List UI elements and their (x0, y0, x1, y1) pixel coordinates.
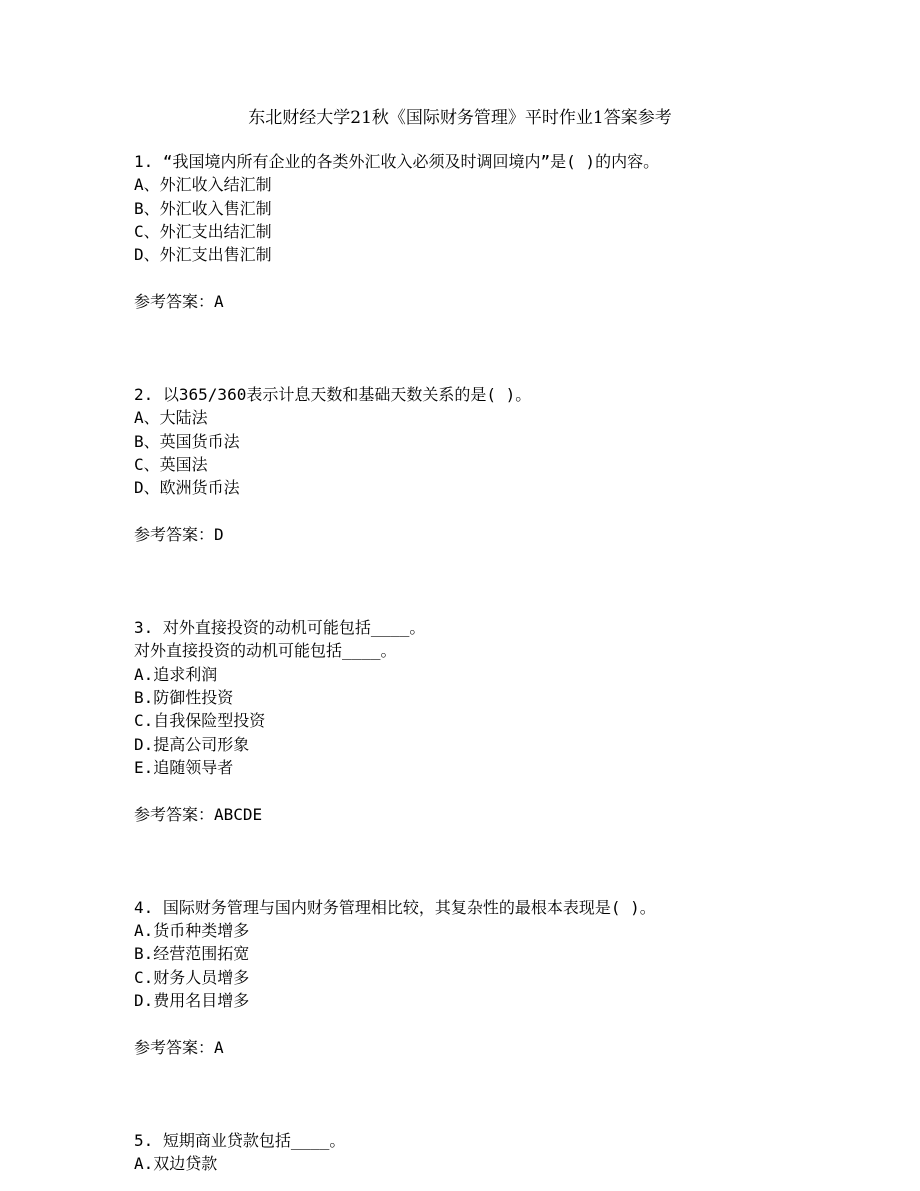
question-stem: 1. “我国境内所有企业的各类外汇收入必须及时调回境内”是( )的内容。 (134, 152, 660, 171)
option-c: C、外汇支出结汇制 (134, 221, 272, 241)
question-1 (134, 150, 874, 313)
option-c: C.自我保险型投资 (134, 711, 266, 731)
question-stem: 3. 对外直接投资的动机可能包括____。 (134, 618, 426, 638)
option-b: B、英国货币法 (134, 431, 240, 451)
document-title: 东北财经大学21秋《国际财务管理》平时作业1答案参考 (248, 108, 672, 128)
reference-answer: 参考答案：D (134, 524, 224, 544)
option-b: B.防御性投资 (134, 688, 234, 708)
question-list (134, 150, 874, 1176)
option-d: D、欧洲货币法 (134, 478, 240, 498)
option-c: C、英国法 (134, 454, 208, 474)
spacer (134, 826, 874, 896)
option-d: D.费用名目增多 (134, 991, 250, 1011)
option-a: A.追求利润 (134, 664, 218, 684)
option-b: B、外汇收入售汇制 (134, 198, 272, 218)
option-d: D.提高公司形象 (134, 734, 250, 754)
option-b: B.经营范围拓宽 (134, 944, 250, 964)
option-a: A、外汇收入结汇制 (134, 175, 272, 195)
question-stem-repeat: 对外直接投资的动机可能包括____。 (134, 641, 397, 661)
reference-answer: 参考答案：A (134, 1037, 224, 1057)
spacer (134, 1059, 874, 1129)
spacer (134, 313, 874, 383)
option-a: A.双边贷款 (134, 1154, 218, 1174)
option-a: A、大陆法 (134, 408, 208, 428)
question-stem: 5. 短期商业贷款包括____。 (134, 1130, 346, 1150)
option-c: C.财务人员增多 (134, 967, 250, 987)
question-5 (134, 1129, 874, 1176)
reference-answer: 参考答案：A (134, 291, 224, 311)
option-e: E.追随领导者 (134, 757, 234, 777)
question-4 (134, 896, 874, 1059)
question-stem: 2. 以365/360表示计息天数和基础天数关系的是( )。 (134, 385, 532, 405)
question-stem: 4. 国际财务管理与国内财务管理相比较，其复杂性的最根本表现是( )。 (134, 897, 656, 917)
option-d: D、外汇支出售汇制 (134, 245, 272, 265)
option-a: A.货币种类增多 (134, 921, 250, 941)
question-3 (134, 616, 874, 826)
question-2 (134, 383, 874, 546)
reference-answer: 参考答案：ABCDE (134, 804, 263, 824)
spacer (134, 546, 874, 616)
